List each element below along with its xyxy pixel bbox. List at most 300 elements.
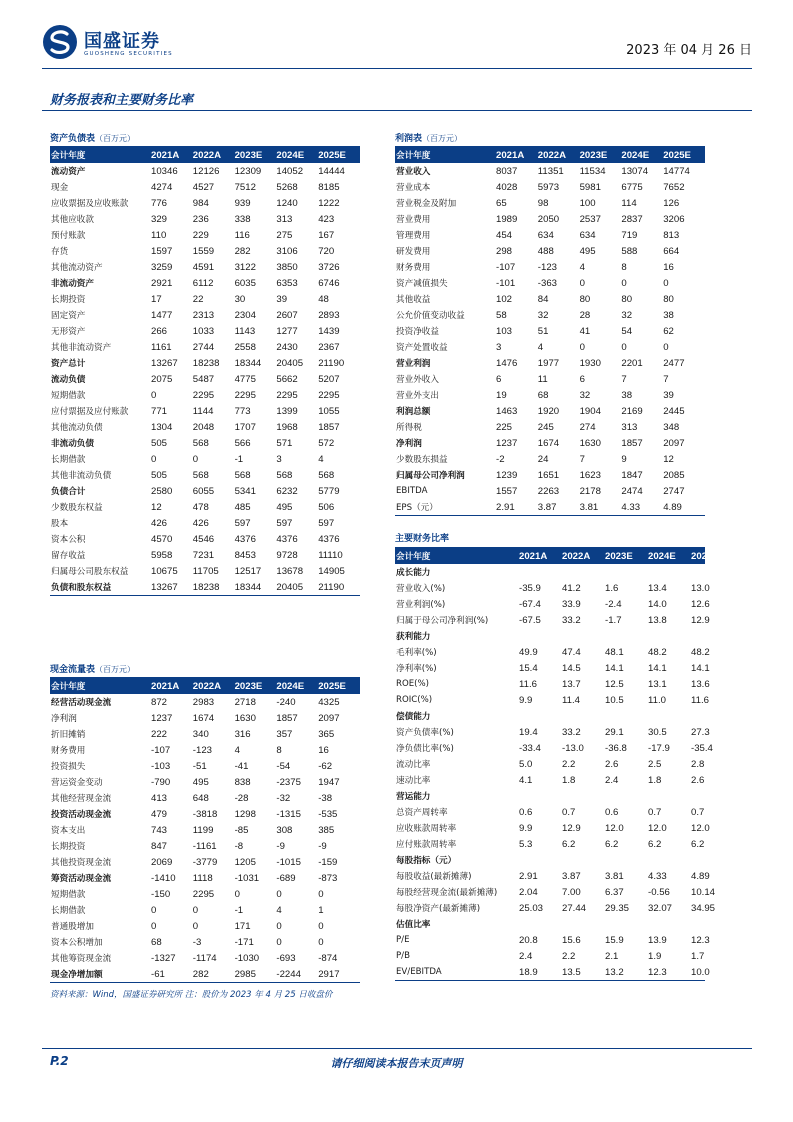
row-value: 0: [318, 920, 324, 932]
table-row: [50, 531, 360, 547]
row-value: 9.9: [519, 694, 533, 706]
row-value: 1118: [192, 872, 213, 884]
row-label: 净负债比率(%): [396, 744, 454, 754]
row-value: 0: [151, 453, 157, 465]
category-row: [395, 852, 705, 868]
row-value: -874: [318, 952, 338, 964]
row-value: 14.5: [562, 662, 581, 674]
row-value: 385: [318, 824, 335, 836]
row-value: 13.2: [605, 966, 624, 978]
page-header: [42, 20, 752, 70]
row-label: 长期投资: [51, 295, 86, 305]
row-value: 597: [276, 517, 293, 529]
row-value: 2580: [151, 485, 173, 497]
table-title: [50, 132, 360, 147]
row-label: ROE(%): [396, 679, 430, 689]
row-value: 12: [663, 453, 674, 465]
row-label: EPS（元）: [396, 503, 438, 513]
row-label: EV/EBITDA: [396, 967, 442, 977]
row-value: 0.7: [562, 806, 576, 818]
row-value: 282: [234, 245, 251, 257]
row-value: 58: [496, 309, 507, 321]
row-value: 12.3: [691, 934, 710, 946]
row-label: 营业利润: [396, 359, 431, 369]
row-value: 13267: [151, 581, 178, 593]
row-label: 成长能力: [396, 568, 431, 578]
row-value: 2747: [663, 485, 685, 497]
row-value: 2304: [234, 309, 256, 321]
row-label: 筹资活动现金流: [51, 874, 112, 884]
row-value: 1.6: [605, 582, 619, 594]
row-value: 719: [621, 229, 638, 241]
row-value: 6055: [192, 485, 215, 497]
row-value: 4591: [192, 261, 215, 273]
row-value: 0.6: [605, 806, 619, 818]
table-title-text: 现金流量表: [50, 665, 96, 675]
row-value: 1: [318, 904, 324, 916]
row-value: 2.8: [691, 758, 705, 770]
row-value: 1597: [151, 245, 173, 257]
row-value: 33.9: [562, 598, 581, 610]
row-value: 1630: [234, 712, 256, 724]
income-statement-table: [395, 132, 705, 516]
row-value: -1410: [151, 872, 176, 884]
row-label: 流动负债: [51, 375, 86, 385]
row-value: 68: [537, 389, 549, 401]
row-value: 28: [579, 309, 591, 321]
row-value: 2.5: [648, 758, 662, 770]
page-number: P.2: [50, 1054, 69, 1068]
row-value: 1977: [537, 357, 560, 369]
table-title: [395, 132, 705, 147]
table-row: [50, 710, 360, 726]
row-value: -107: [496, 261, 516, 273]
row-label: 应付账款周转率: [396, 840, 457, 850]
row-label: 每股收益(最新摊薄): [396, 872, 472, 882]
year-column-header: 2024E: [648, 550, 676, 562]
row-value: 12.9: [691, 614, 710, 626]
row-value: 2558: [234, 341, 256, 353]
row-value: 1623: [579, 469, 601, 481]
row-value: 10.0: [691, 966, 710, 978]
row-value: 16: [318, 744, 329, 756]
row-value: 8: [621, 261, 627, 273]
row-value: 13.0: [691, 582, 710, 594]
row-label: 其他流动资产: [51, 263, 103, 273]
table-row: [50, 918, 360, 934]
row-value: 11.4: [562, 694, 580, 706]
row-label: P/B: [396, 951, 410, 961]
row-value: 5779: [318, 485, 340, 497]
row-value: 4: [537, 341, 544, 353]
row-value: 30.5: [648, 726, 667, 738]
row-label: 应付票据及应付账款: [51, 407, 129, 417]
row-value: 236: [192, 213, 209, 225]
row-label: EBITDA: [396, 486, 428, 496]
table-row: [395, 676, 710, 692]
row-value: -150: [151, 888, 171, 900]
row-value: 13.1: [648, 678, 667, 690]
row-value: 30: [234, 293, 246, 305]
year-column-header: 2022A: [192, 680, 222, 692]
row-value: -17.9: [648, 742, 670, 754]
row-value: 488: [537, 245, 554, 257]
row-value: -240: [276, 696, 296, 708]
row-label: 固定资产: [51, 311, 86, 321]
row-value: -1.7: [605, 614, 622, 626]
row-label: 非流动负债: [51, 439, 94, 449]
row-value: 2607: [276, 309, 298, 321]
row-value: 13.9: [648, 934, 667, 946]
row-value: 348: [663, 421, 680, 433]
year-column-header: 2025E: [318, 149, 346, 161]
table-row: [395, 724, 710, 740]
row-value: 568: [276, 469, 293, 481]
row-label: 负债合计: [51, 487, 86, 497]
row-value: 0: [276, 888, 282, 900]
row-value: 41: [579, 325, 591, 337]
row-value: 4028: [496, 181, 518, 193]
row-value: 720: [318, 245, 335, 257]
row-value: 49.9: [519, 646, 538, 658]
row-value: 84: [537, 293, 549, 305]
row-value: 6.2: [648, 838, 662, 850]
year-column-header: 2023E: [234, 680, 263, 692]
row-value: 1304: [151, 421, 173, 433]
row-label: 长期借款: [51, 906, 86, 916]
table-row: [50, 563, 360, 579]
row-value: 2295: [318, 389, 340, 401]
row-value: 14.1: [605, 662, 624, 674]
row-value: 48: [318, 293, 329, 305]
table-row: [395, 307, 705, 323]
row-value: 2.6: [605, 758, 619, 770]
row-label: 每股经营现金流(最新摊薄): [396, 888, 498, 898]
row-value: 2985: [234, 968, 256, 980]
row-value: 4.33: [621, 501, 641, 513]
row-value: 33.2: [562, 614, 581, 626]
source-note: 资料来源：Wind，国盛证券研究所 注：股价为 2023 年 4 月 25 日收盘价: [50, 990, 333, 1000]
row-label: 其他经营现金流: [51, 794, 112, 804]
table-row: [395, 948, 705, 964]
table-row: [50, 275, 360, 291]
row-value: 634: [537, 229, 554, 241]
row-value: 939: [234, 197, 251, 209]
row-value: 5.0: [519, 758, 533, 770]
row-value: 2295: [234, 389, 256, 401]
year-column-header: 2022A: [192, 149, 222, 161]
row-label: 营业外收入: [396, 375, 439, 385]
row-value: 1439: [318, 325, 340, 337]
row-value: 4376: [234, 533, 256, 545]
row-value: 13.5: [562, 966, 581, 978]
row-value: 5973: [537, 181, 560, 193]
row-value: 2445: [663, 405, 685, 417]
disclaimer-note: 请仔细阅读本报告末页声明: [330, 1057, 463, 1070]
row-value: 2837: [621, 213, 643, 225]
row-value: 29.35: [605, 902, 630, 914]
balance-sheet-table: [50, 132, 360, 596]
row-value: 0: [151, 389, 157, 401]
row-value: 22: [192, 293, 204, 305]
category-row: [395, 788, 705, 804]
year-column-header: 2024E: [276, 149, 305, 161]
row-value: 3122: [234, 261, 256, 273]
row-value: 298: [496, 245, 513, 257]
header-label: 会计年度: [51, 151, 86, 161]
row-value: 495: [579, 245, 596, 257]
row-value: 32: [621, 309, 633, 321]
row-label: 营业成本: [396, 183, 431, 193]
row-value: 12309: [234, 165, 262, 177]
row-value: 1298: [234, 808, 256, 820]
row-value: 357: [276, 728, 293, 740]
row-value: 62: [663, 325, 674, 337]
table-row: [395, 323, 705, 339]
row-label: 留存收益: [51, 551, 86, 561]
row-value: 80: [663, 293, 674, 305]
row-value: 4274: [151, 181, 173, 193]
row-value: 6775: [621, 181, 643, 193]
row-value: 11.0: [648, 694, 666, 706]
row-value: -85: [234, 824, 249, 836]
row-value: 495: [192, 776, 209, 788]
table-row: [395, 692, 709, 708]
row-value: 0: [318, 888, 324, 900]
year-column-header: 2023E: [234, 149, 263, 161]
row-value: 6.37: [605, 886, 624, 898]
row-label: 归属母公司股东权益: [51, 567, 129, 577]
header-divider: [42, 68, 752, 69]
row-value: -8: [234, 840, 244, 852]
row-value: 27.44: [562, 902, 587, 914]
row-value: -0.56: [648, 886, 670, 898]
row-value: 1.8: [562, 774, 576, 786]
row-value: 13267: [151, 357, 178, 369]
row-value: 4775: [234, 373, 256, 385]
row-label: 应收账款周转率: [396, 824, 457, 834]
row-value: 14905: [318, 565, 345, 577]
row-label: 其他收益: [396, 295, 431, 305]
row-value: 588: [621, 245, 638, 257]
row-value: 7: [579, 453, 585, 465]
row-value: 275: [276, 229, 293, 241]
row-value: 568: [234, 469, 251, 481]
row-value: -32: [276, 792, 291, 804]
row-value: 15.9: [605, 934, 624, 946]
row-value: 1144: [192, 405, 214, 417]
row-value: 13.7: [562, 678, 581, 690]
row-value: 506: [318, 501, 335, 513]
table-row: [395, 483, 705, 499]
table-title-text: 资产负债表: [50, 134, 96, 144]
row-value: 1.7: [691, 950, 705, 962]
row-value: 0: [663, 277, 669, 289]
year-column-header: 2025E: [318, 680, 346, 692]
table-row: [395, 820, 710, 836]
row-value: 413: [151, 792, 168, 804]
table-header-row: [50, 147, 360, 163]
row-label: 获利能力: [396, 632, 431, 642]
row-value: 102: [496, 293, 513, 305]
row-label: 折旧摊销: [51, 730, 86, 740]
table-header-row: [50, 678, 360, 694]
table-row: [50, 742, 360, 758]
year-column-header: 2021A: [151, 680, 180, 692]
row-value: 6746: [318, 277, 340, 289]
table-row: [395, 756, 705, 772]
table-row: [50, 483, 360, 499]
row-value: 0: [192, 920, 199, 932]
table-row: [395, 355, 705, 371]
row-label: 其他流动负债: [51, 423, 103, 433]
row-value: 4.1: [519, 774, 533, 786]
row-label: 少数股东权益: [51, 503, 103, 513]
row-value: 245: [537, 421, 554, 433]
table-row: [50, 886, 360, 902]
row-value: 6: [496, 373, 502, 385]
row-value: 14052: [276, 165, 304, 177]
row-value: 80: [579, 293, 591, 305]
row-value: 1674: [537, 437, 560, 449]
table-row: [50, 387, 360, 403]
row-label: 资产总计: [51, 359, 86, 369]
row-label: 营运资金变动: [51, 778, 103, 788]
table-row: [50, 726, 360, 742]
row-value: 38: [621, 389, 633, 401]
table-row: [395, 291, 705, 307]
row-value: 167: [318, 229, 335, 241]
row-value: 12.3: [648, 966, 667, 978]
row-label: 现金净增加额: [51, 970, 103, 980]
row-value: 18238: [192, 357, 220, 369]
row-value: 33.2: [562, 726, 581, 738]
row-value: -3: [192, 936, 202, 948]
row-value: 3106: [276, 245, 298, 257]
row-value: 11.6: [691, 694, 709, 706]
table-row: [50, 515, 360, 531]
row-value: 340: [192, 728, 209, 740]
row-value: 2050: [537, 213, 560, 225]
table-row: [395, 211, 705, 227]
row-label: 利润总额: [396, 407, 431, 417]
table-row: [50, 179, 360, 195]
row-label: 管理费用: [396, 231, 431, 241]
row-value: 0: [621, 341, 627, 353]
row-label: 少数股东损益: [396, 455, 448, 465]
row-value: -2375: [276, 776, 301, 788]
row-value: 2430: [276, 341, 298, 353]
table-row: [395, 772, 705, 788]
row-value: 65: [496, 197, 507, 209]
row-value: -101: [496, 277, 516, 289]
row-value: -67.4: [519, 598, 541, 610]
row-value: 5662: [276, 373, 298, 385]
table-row: [395, 499, 705, 515]
year-column-header: 2024E: [276, 680, 305, 692]
table-row: [50, 950, 360, 966]
table-row: [395, 467, 705, 483]
logo-icon: [42, 24, 78, 60]
row-value: 0: [318, 936, 324, 948]
footer-divider: [42, 1048, 752, 1049]
company-logo: [42, 24, 182, 64]
row-value: -54: [276, 760, 291, 772]
row-label: 投资损失: [51, 762, 86, 772]
table-row: [395, 419, 705, 435]
row-label: 估值比率: [396, 920, 431, 930]
row-value: 10346: [151, 165, 178, 177]
row-value: -1015: [276, 856, 301, 868]
row-label: 所得税: [396, 423, 422, 433]
row-value: 3.81: [605, 870, 624, 882]
row-value: 7652: [663, 181, 685, 193]
row-value: 282: [192, 968, 209, 980]
row-label: 归属母公司净利润: [396, 471, 465, 481]
row-value: -38: [318, 792, 333, 804]
row-value: -171: [234, 936, 254, 948]
row-value: 1920: [537, 405, 560, 417]
row-value: -1030: [234, 952, 260, 964]
row-value: 495: [276, 501, 293, 513]
row-value: 68: [151, 936, 162, 948]
row-label: 其他投资现金流: [51, 858, 112, 868]
row-value: 225: [496, 421, 513, 433]
row-value: 1463: [496, 405, 518, 417]
table-bottom-rule: [395, 515, 705, 516]
row-value: 813: [663, 229, 680, 241]
table-row: [50, 163, 360, 179]
row-value: 485: [234, 501, 251, 513]
table-row: [50, 419, 360, 435]
row-value: 13678: [276, 565, 304, 577]
table-row: [395, 163, 705, 179]
year-column-header: 2023E: [605, 550, 633, 562]
table-row: [395, 371, 705, 387]
row-value: 1161: [151, 341, 172, 353]
table-title-text: 主要财务比率: [395, 534, 450, 544]
row-value: 1239: [496, 469, 518, 481]
table-row: [395, 644, 710, 660]
row-value: 266: [151, 325, 168, 337]
table-row: [50, 579, 360, 595]
table-row: [395, 227, 705, 243]
row-value: 568: [318, 469, 335, 481]
row-value: 1707: [234, 421, 256, 433]
row-value: 5207: [318, 373, 340, 385]
row-value: 18238: [192, 581, 220, 593]
row-value: 116: [234, 229, 250, 241]
row-value: 1930: [579, 357, 601, 369]
row-value: 14444: [318, 165, 345, 177]
row-value: 6.2: [562, 838, 576, 850]
row-value: 2893: [318, 309, 340, 321]
row-value: 8185: [318, 181, 340, 193]
row-label: 其他筹资现金流: [51, 954, 112, 964]
row-value: 229: [192, 229, 209, 241]
row-value: 20405: [276, 357, 304, 369]
row-value: 114: [621, 197, 637, 209]
row-value: 25.03: [519, 902, 544, 914]
report-date: 2023 年 04 月 26 日: [626, 43, 752, 58]
row-value: -535: [318, 808, 338, 820]
year-column-header: 2021A: [519, 550, 548, 562]
row-value: 222: [151, 728, 168, 740]
row-value: 12.9: [562, 822, 581, 834]
row-value: 4325: [318, 696, 340, 708]
year-column-header: 2022A: [562, 550, 591, 562]
row-value: 1.8: [648, 774, 662, 786]
